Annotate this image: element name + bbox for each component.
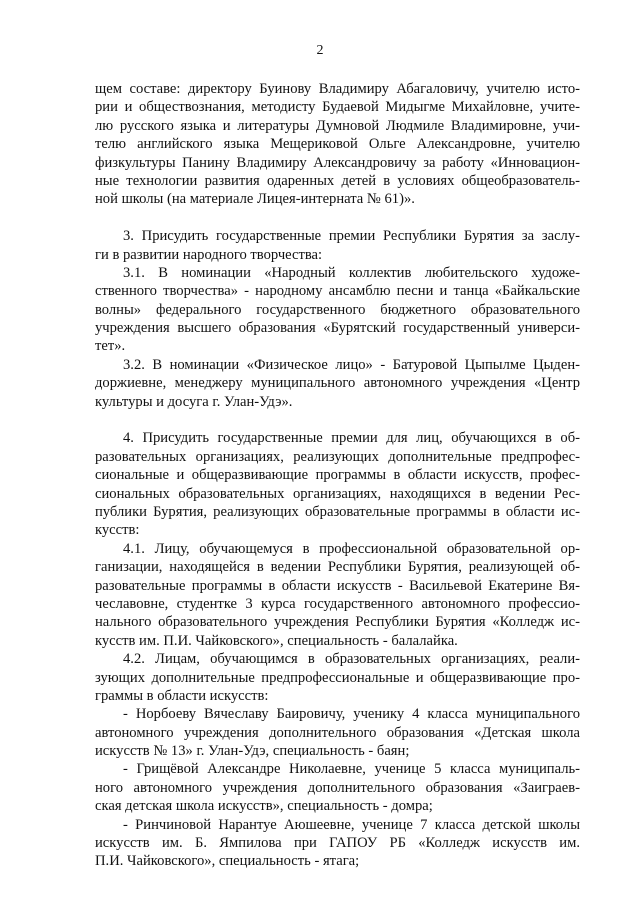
text-line: кусств им. П.И. Чайковского», специальность - балалайка. — [95, 632, 458, 649]
text-line: щем составе: директору Буинову Владимиру Абагаловичу, учителю исто- — [95, 81, 580, 97]
text-line: чеславовне, студентке 3 курса государственного автономного профессио- — [95, 595, 580, 612]
paragraph — [95, 227, 580, 264]
text-line: 3.1. В номинации «Народный коллектив любительского художе- — [123, 264, 580, 281]
text-line: ной школы (на материале Лицея-интерната № 61)». — [95, 191, 415, 208]
text-line: учреждения высшего образования «Бурятский государственный универси- — [95, 320, 580, 337]
text-line: искусств № 13» г. Улан-Удэ, специальность - баян; — [95, 743, 410, 760]
text-line: ги в развитии народного творчества: — [95, 246, 323, 263]
text-line: публики Бурятия, реализующих образовательные программы в области ис- — [95, 503, 580, 520]
text-line: граммы в области искусств: — [95, 687, 269, 704]
text-line: ганизации, находящейся в ведении Республики Бурятия, реализующей об- — [95, 559, 580, 576]
paragraph — [95, 264, 580, 356]
text-line: П.И. Чайковского», специальность - ятага; — [95, 853, 360, 870]
text-line: 4.1. Лицу, обучающемуся в профессиональной образовательной ор- — [123, 540, 580, 557]
text-line: ные технологии развития одаренных детей в условиях общеобразователь- — [95, 172, 580, 189]
text-line: культуры и досуга г. Улан-Удэ». — [95, 393, 293, 410]
text-line: автономного учреждения дополнительного образования «Детская школа — [95, 724, 580, 741]
paragraph — [95, 705, 580, 760]
paragraph — [95, 650, 580, 705]
text-line: разовательных организациях, реализующих дополнительные предпрофес- — [95, 448, 580, 465]
text-line: - Ринчиновой Нарантуе Аюшеевне, ученице 7 класса детской школы — [123, 816, 580, 833]
text-line: ного автономного учреждения дополнительного образования «Заиграев- — [95, 779, 580, 796]
paragraph — [95, 356, 580, 411]
text-line: доржиевне, менеджеру муниципального автономного учреждения «Центр — [95, 375, 580, 392]
paragraph — [95, 80, 580, 209]
text-line: ственного творчества» - народному ансамблю песни и танца «Байкальские — [95, 283, 580, 300]
text-line: - Грищёвой Александре Николаевне, ученице 5 класса муниципаль- — [123, 761, 580, 778]
text-line: тет». — [95, 338, 126, 355]
text-line: кусств: — [95, 522, 140, 539]
paragraph — [95, 540, 580, 650]
text-line: рии и обществознания, методисту Будаевой Мидыгме Михайловне, учите- — [95, 99, 580, 116]
text-line: ская детская школа искусств», специальность - домра; — [95, 798, 433, 815]
text-line: сиональные и общеразвивающие программы в области искусств, профес- — [95, 467, 580, 484]
text-line: физкультуры Панину Владимиру Александровичу за работу «Инновацион- — [95, 154, 580, 171]
text-line: сиональных образовательных организациях, находящихся в ведении Рес- — [95, 485, 580, 502]
paragraph — [95, 816, 580, 871]
text-line: зующих дополнительные предпрофессиональные и общеразвивающие про- — [95, 669, 580, 686]
text-line: телю английского языка Мещериковой Ольге Александровне, учителю — [95, 136, 580, 153]
text-line: волны» федерального государственного бюджетного образовательного — [95, 301, 580, 318]
text-line: - Норбоеву Вячеславу Баировичу, ученику 4 класса муниципального — [123, 706, 580, 723]
paragraph-gap — [95, 411, 580, 429]
document-body — [95, 80, 580, 871]
text-line: искусств им. Б. Ямпилова при ГАПОУ РБ «Колледж искусств им. — [95, 835, 580, 852]
text-line: 4. Присудить государственные премии для лиц, обучающихся в об- — [123, 430, 580, 447]
paragraph-gap — [95, 209, 580, 227]
text-line: 3.2. В номинации «Физическое лицо» - Батуровой Цыпылме Цыден- — [123, 356, 580, 373]
text-line: разовательные программы в области искусств - Васильевой Екатерине Вя- — [95, 577, 580, 594]
text-line: лю русского языка и литературы Думновой Людмиле Владимировне, учи- — [95, 117, 580, 134]
text-line: 4.2. Лицам, обучающимся в образовательных организациях, реали- — [123, 651, 580, 668]
paragraph — [95, 760, 580, 815]
text-line: нального образовательного учреждения Республики Бурятия «Колледж ис- — [95, 614, 580, 631]
text-line: 3. Присудить государственные премии Республики Бурятия за заслу- — [123, 228, 580, 245]
page-number: 2 — [316, 43, 324, 58]
paragraph — [95, 429, 580, 539]
